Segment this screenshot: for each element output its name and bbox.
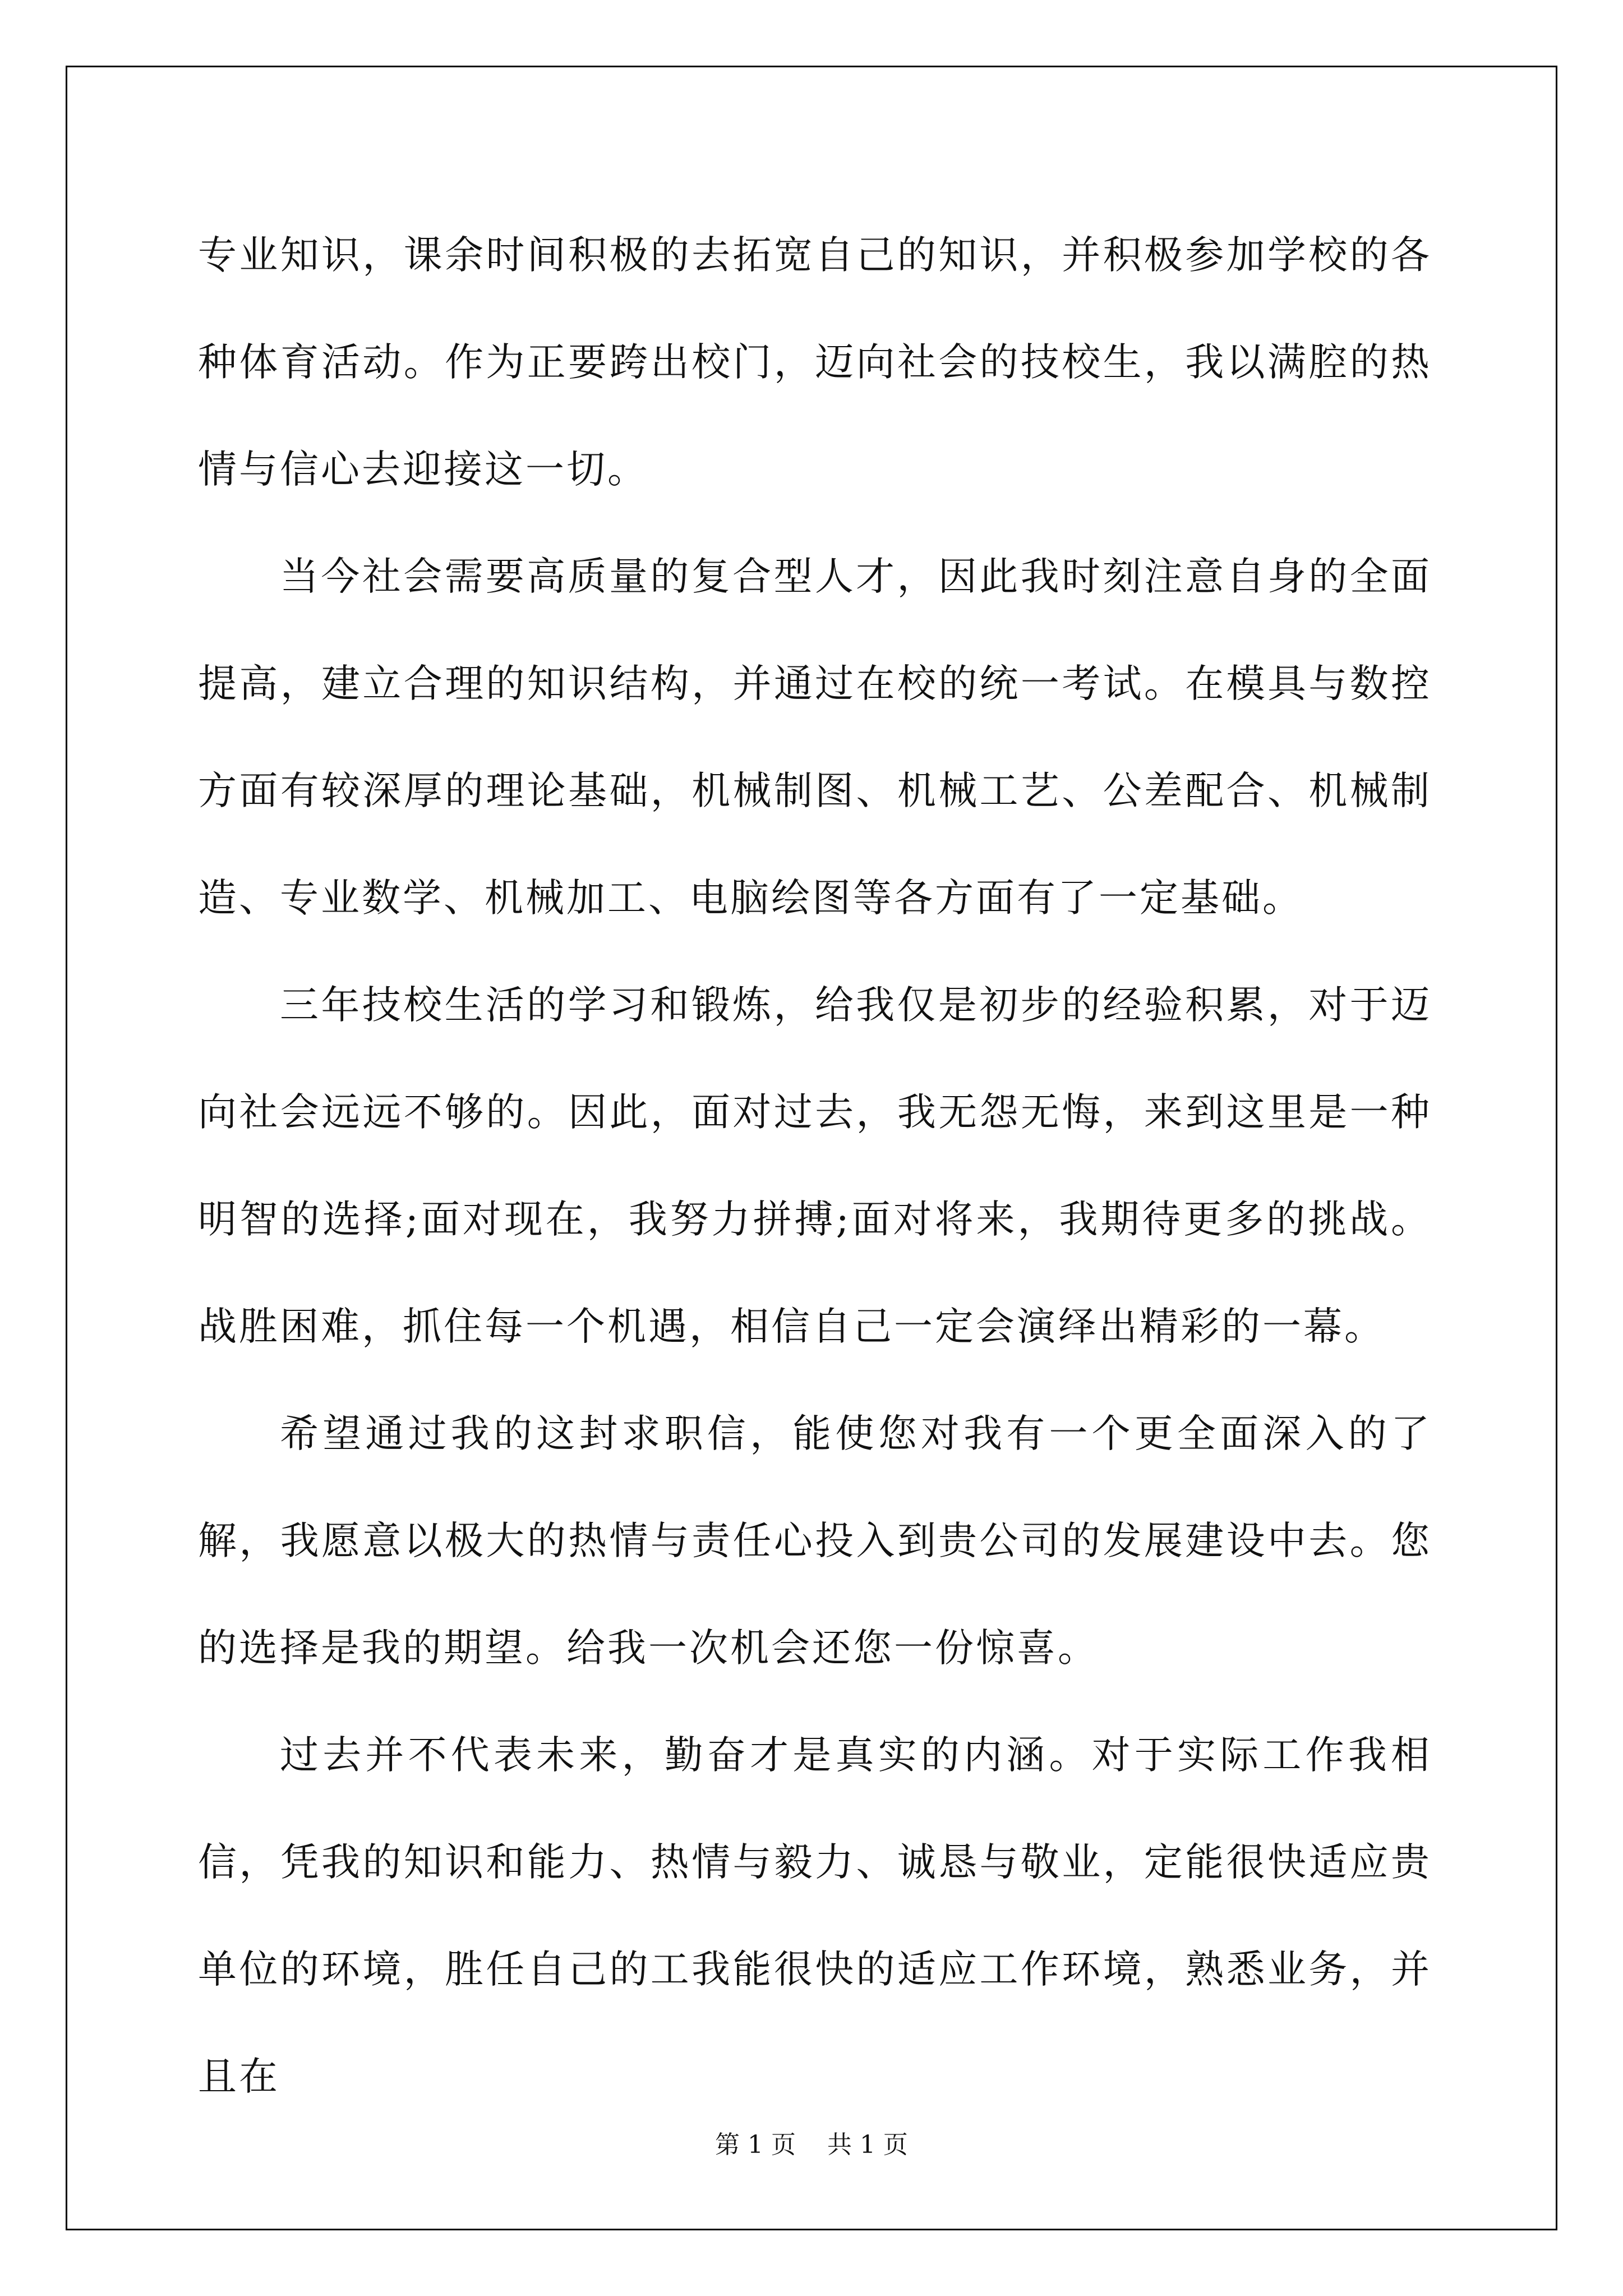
paragraph-3: 三年技校生活的学习和锻炼，给我仅是初步的经验积累，对于迈向社会远远不够的。因此，面对过去，我无怨无悔，来到这里是一种明智的选择;面对现在，我努力拼搏;面对将来，我期待更多的挑战。战胜困难，抓住每一个机遇，相信自己一定会演绎出精彩的一幕。 (198, 983, 1432, 1349)
document-body (198, 202, 1432, 2131)
paragraph-4: 希望通过我的这封求职信，能使您对我有一个更全面深入的了解，我愿意以极大的热情与责任心投入到贵公司的发展建设中去。您的选择是我的期望。给我一次机会还您一份惊喜。 (198, 1411, 1432, 1671)
paragraph-5: 过去并不代表未来，勤奋才是真实的内涵。对于实际工作我相信，凭我的知识和能力、热情与毅力、诚恳与敬业，定能很快适应贵单位的环境，胜任自己的工我能很快的适应工作环境，熟悉业务，并且在 (198, 1733, 1432, 2099)
page-number-footer: 第 1 页 共 1 页 (715, 2131, 908, 2159)
paragraph-1: 专业知识，课余时间积极的去拓宽自己的知识，并积极参加学校的各种体育活动。作为正要跨出校门，迈向社会的技校生，我以满腔的热情与信心去迎接这一切。 (198, 233, 1432, 492)
paragraph-2: 当今社会需要高质量的复合型人才，因此我时刻注意自身的全面提高，建立合理的知识结构，并通过在校的统一考试。在模具与数控方面有较深厚的理论基础，机械制图、机械工艺、公差配合、机械制造、专业数学、机械加工、电脑绘图等各方面有了一定基础。 (198, 554, 1432, 921)
